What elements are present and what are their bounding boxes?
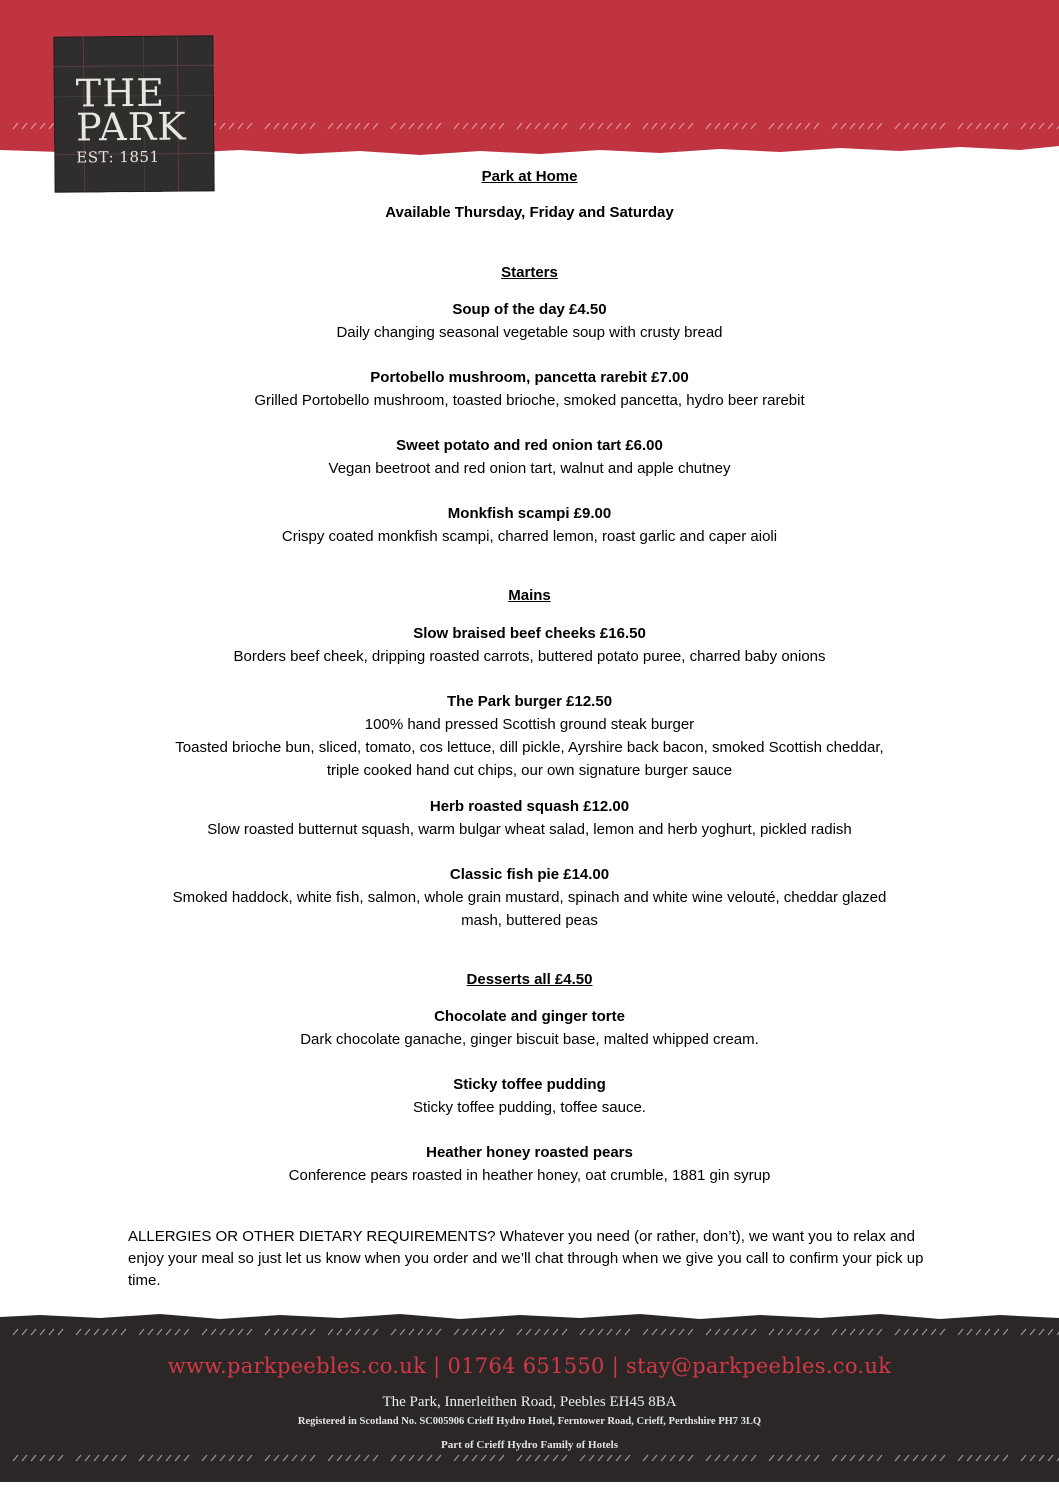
menu-item-name: Sticky toffee pudding: [453, 1076, 606, 1093]
menu-item-name: Classic fish pie £14.00: [449, 866, 610, 883]
footer-banner: [0, 1312, 1059, 1482]
footer-hotel-family: Part of Crieff Hydro Family of Hotels: [441, 1439, 618, 1451]
menu-item-description: triple cooked hand cut chips, our own signature burger sauce: [326, 762, 733, 779]
menu-item-description: Smoked haddock, white fish, salmon, whole grain mustard, spinach and white wine velouté, cheddar glazed: [172, 889, 887, 906]
allergy-note: ALLERGIES OR OTHER DIETARY REQUIREMENTS? Whatever you need (or rather, don’t), we want you to relax and enjoy your meal so just let us know when you order and we’ll chat through when we give you call to confirm your pick up time.: [128, 1228, 924, 1289]
logo-text-the: THE: [75, 70, 166, 116]
menu-item-description: Toasted brioche bun, sliced, tomato, cos lettuce, dill pickle, Ayrshire back bacon, smoked Scottish cheddar,: [175, 739, 884, 756]
availability-note: Available Thursday, Friday and Saturday: [385, 204, 674, 221]
menu-item-name: Heather honey roasted pears: [426, 1144, 633, 1161]
section-heading-mains: Mains: [508, 587, 551, 604]
menu-item-name: Slow braised beef cheeks £16.50: [413, 625, 646, 642]
logo-est-year: EST: 1851: [76, 147, 160, 167]
menu-item-name: Soup of the day £4.50: [452, 301, 607, 318]
menu-item-name: Monkfish scampi £9.00: [447, 505, 612, 522]
menu-item-description: 100% hand pressed Scottish ground steak burger: [364, 716, 695, 733]
footer-contact-line: www.parkpeebles.co.uk | 01764 651550 | stay@parkpeebles.co.uk: [167, 1354, 892, 1378]
menu-item-description: Borders beef cheek, dripping roasted carrots, buttered potato puree, charred baby onions: [233, 648, 826, 665]
menu-item-name: Herb roasted squash £12.00: [429, 798, 630, 815]
menu-item-description: Sticky toffee pudding, toffee sauce.: [413, 1099, 646, 1116]
menu-item-description: mash, buttered peas: [461, 912, 598, 929]
menu-item-name: Chocolate and ginger torte: [434, 1008, 625, 1025]
section-heading-desserts: Desserts all £4.50: [466, 971, 593, 988]
menu-item-name: Portobello mushroom, pancetta rarebit £7.00: [370, 369, 689, 386]
menu-item-description: Daily changing seasonal vegetable soup with crusty bread: [336, 324, 723, 341]
footer-address: The Park, Innerleithen Road, Peebles EH45 8BA: [382, 1394, 677, 1410]
menu-item-description: Grilled Portobello mushroom, toasted brioche, smoked pancetta, hydro beer rarebit: [254, 392, 805, 409]
footer-registration: Registered in Scotland No. SC005906 Crieff Hydro Hotel, Ferntower Road, Crieff, Perthshire PH7 3LQ: [297, 1416, 762, 1427]
menu-item-description: Vegan beetroot and red onion tart, walnut and apple chutney: [328, 460, 731, 477]
menu-item-description: Conference pears roasted in heather honey, oat crumble, 1881 gin syrup: [288, 1167, 771, 1184]
logo-text-park: PARK: [75, 104, 187, 150]
section-heading-starters: Starters: [501, 264, 558, 281]
menu-item-name: The Park burger £12.50: [446, 693, 613, 710]
menu-item-description: Slow roasted butternut squash, warm bulgar wheat salad, lemon and herb yoghurt, pickled radish: [207, 821, 852, 838]
page-title: Park at Home: [481, 168, 578, 185]
menu-item-name: Sweet potato and red onion tart £6.00: [396, 437, 663, 454]
menu-item-description: Dark chocolate ganache, ginger biscuit base, malted whipped cream.: [300, 1031, 759, 1048]
menu-item-description: Crispy coated monkfish scampi, charred lemon, roast garlic and caper aioli: [281, 528, 778, 545]
